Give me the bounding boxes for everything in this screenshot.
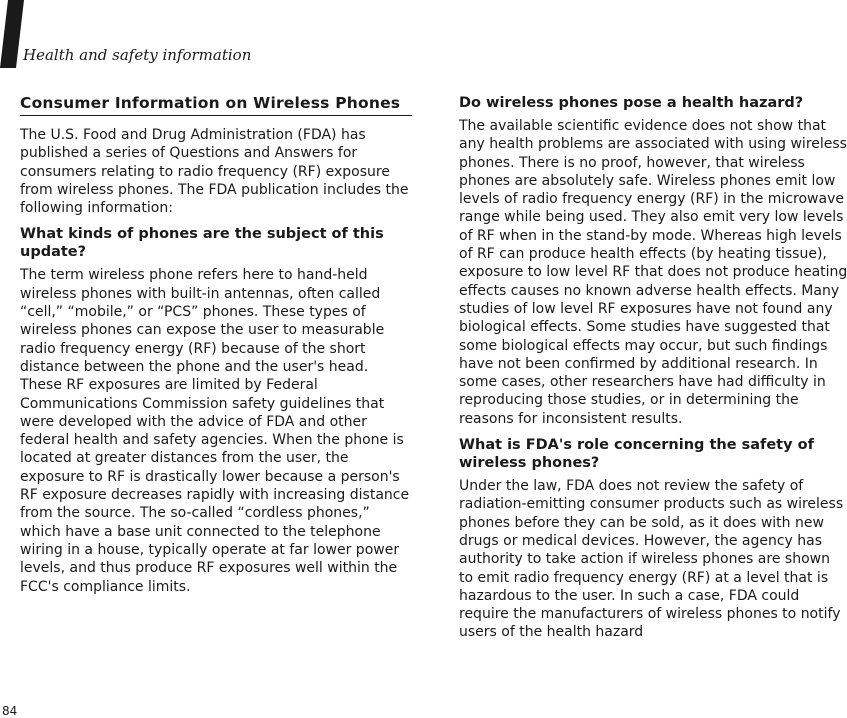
answer-fda-role: Under the law, FDA does not review the safety of radiation-emitting consumer products such as wireless phones before they can be sold, as it does with new drugs or medical devices. However, the agency has authority to take action if wireless phones are shown to emit radio frequency energy (RF) at a level that is hazardous to the user. In such a case, FDA could require the manufacturers of wireless phones to notify users of the health hazard [459, 478, 844, 641]
running-header-title: Health and safety information [23, 46, 252, 64]
right-column [459, 94, 847, 650]
page-number: 84 [2, 704, 18, 718]
answer-phone-types: The term wireless phone refers here to hand-held wireless phones with built-in antennas, often called “cell,” “mobile,” or “PCS” phones. These types of wireless phones can expose the user to measurable radio frequency energy (RF) because of the short distance between the phone and the user's head. These RF exposures are limited by Federal Communications Commission safety guidelines that were developed with the advice of FDA and other federal health and safety agencies. When the phone is located at greater distances from the user, the exposure to RF is drastically lower because a person's RF exposure decreases rapidly with increasing distance from the source. The so-called “cordless phones,” which have a base unit connected to the telephone wiring in a house, typically operate at far lower power levels, and thus produce RF exposures well within the FCC's compliance limits. [20, 267, 410, 595]
question-health-hazard: Do wireless phones pose a health hazard? [459, 95, 804, 111]
intro-paragraph: The U.S. Food and Drug Administration (FDA) has published a series of Questions and Answers for consumers relating to radio frequency (RF) exposure from wireless phones. The FDA publication includes the following information: [20, 127, 409, 217]
question-phone-types: What kinds of phones are the subject of this update? [20, 226, 384, 261]
left-column [20, 94, 412, 604]
header-corner-bar [0, 0, 24, 68]
question-fda-role: What is FDA's role concerning the safety of wireless phones? [459, 437, 814, 472]
section-title: Consumer Information on Wireless Phones [20, 94, 412, 116]
answer-health-hazard: The available scientific evidence does not show that any health problems are associated with using wireless phones. There is no proof, however, that wireless phones are absolutely safe. Wireless phones emit low levels of radio frequency energy (RF) in the microwave range while being used. They also emit very low levels of RF when in the stand-by mode. Whereas high levels of RF can produce health effects (by heating tissue), exposure to low level RF that does not produce heating effects causes no known adverse health effects. Many studies of low level RF exposures have not found any biological effects. Some studies have suggested that some biological effects may occur, but such findings have not been confirmed by additional research. In some cases, other researchers have had difficulty in reproducing those studies, or in determining the reasons for inconsistent results. [459, 118, 847, 427]
